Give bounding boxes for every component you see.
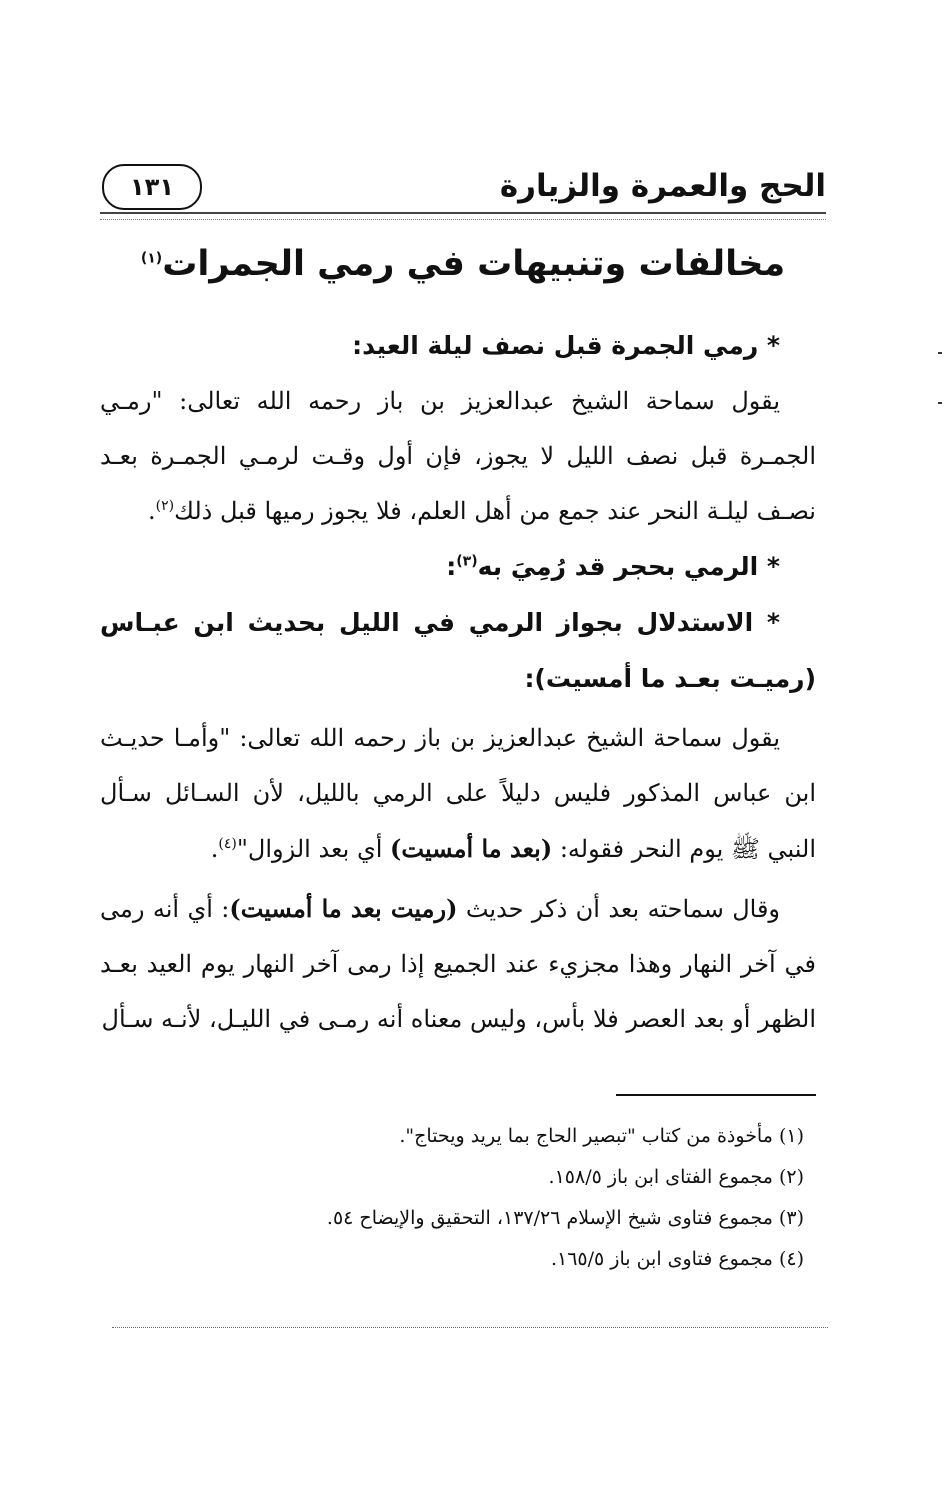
- paragraph-3: [100, 881, 816, 1047]
- section-heading-2: [100, 539, 816, 595]
- paragraph-2: [100, 711, 816, 877]
- footnotes: [100, 1116, 816, 1280]
- footer-rule: [112, 1327, 828, 1328]
- page-number: ١٣١: [102, 164, 202, 210]
- paragraph-2-end: .: [210, 835, 219, 863]
- paragraph-2-bold: (بعد ما أمسيت): [390, 834, 553, 863]
- paragraph-1-text: يقول سماحة الشيخ عبدالعزيز بن باز رحمه الله تعالى: "رمـي الجمـرة قبل نصف الليل لا يجوز، فإن أول وقـت لرمـي الجمـرة بعـد نصـف ليلـة النحر عند جمع من أهل العلم، فلا يجوز رميها قبل ذلك: [100, 387, 816, 525]
- paragraph-3-text-b: : أي أنه رمى في آخر النهار وهذا مجزيء عند الجميع إذا رمى آخر النهار يوم العيد بعـد الظهر أو بعد العصر فلا بأس، وليس معناه أنه رمـى في الليـل، لأنـه سـأل: [100, 895, 816, 1033]
- paragraph-2-text-b: أي بعد الزوال": [236, 835, 391, 863]
- paragraph-1-end: .: [147, 497, 156, 525]
- paragraph-3-bold: (رميت بعد ما أمسيت): [229, 894, 458, 923]
- footnote: (٤) مجموع فتاوى ابن باز ١٦٥/٥.: [550, 1248, 804, 1270]
- section-heading-2-end: :: [446, 552, 457, 581]
- header-rule: [100, 212, 826, 214]
- footnote-ref-2: (٢): [155, 498, 175, 514]
- chapter-title: [100, 232, 826, 296]
- footnote-ref-3: (٣): [456, 553, 478, 570]
- header-rule-dotted: [100, 219, 826, 220]
- paragraph-2-text: يقول سماحة الشيخ عبدالعزيز بن باز رحمه الله تعالى: "وأمـا حديـث ابن عباس المذكور فليس دليلاً على الرمي بالليل، لأن السـائل سـأل النبي ﷺ يوم النحر فقوله:: [100, 724, 816, 863]
- chapter-title-text: مخالفات وتنبيهات في رمي الجمرات: [162, 244, 786, 284]
- footnote: (٣) مجموع فتاوى شيخ الإسلام ١٣٧/٢٦، التحقيق والإيضاح ٥٤.: [326, 1207, 804, 1229]
- body-text: [100, 318, 816, 1047]
- section-heading-1: * رمي الجمرة قبل نصف ليلة العيد:: [352, 331, 780, 360]
- footnote-separator: [616, 1094, 816, 1096]
- margin-mark: [938, 352, 942, 354]
- section-heading-2-text: * الرمي بحجر قد رُمِيَ به: [477, 552, 780, 581]
- paragraph-3-text: وقال سماحته بعد أن ذكر حديث: [457, 895, 781, 923]
- margin-mark: [938, 402, 942, 404]
- footnote: (١) مأخوذة من كتاب "تبصير الحاج بما يريد ويحتاج".: [399, 1125, 804, 1147]
- footnote-ref-1: (١): [140, 250, 163, 267]
- running-title: الحج والعمرة والزيارة: [499, 168, 826, 204]
- footnote: (٢) مجموع الفتاى ابن باز ١٥٨/٥.: [548, 1166, 804, 1188]
- footnote-ref-4: (٤): [218, 836, 237, 852]
- section-heading-3: * الاستدلال بجواز الرمي في الليل بحديث ابن عبـاس (رميـت بعـد ما أمسيت):: [100, 608, 816, 693]
- page-header: [100, 160, 826, 220]
- paragraph-1: [100, 374, 816, 539]
